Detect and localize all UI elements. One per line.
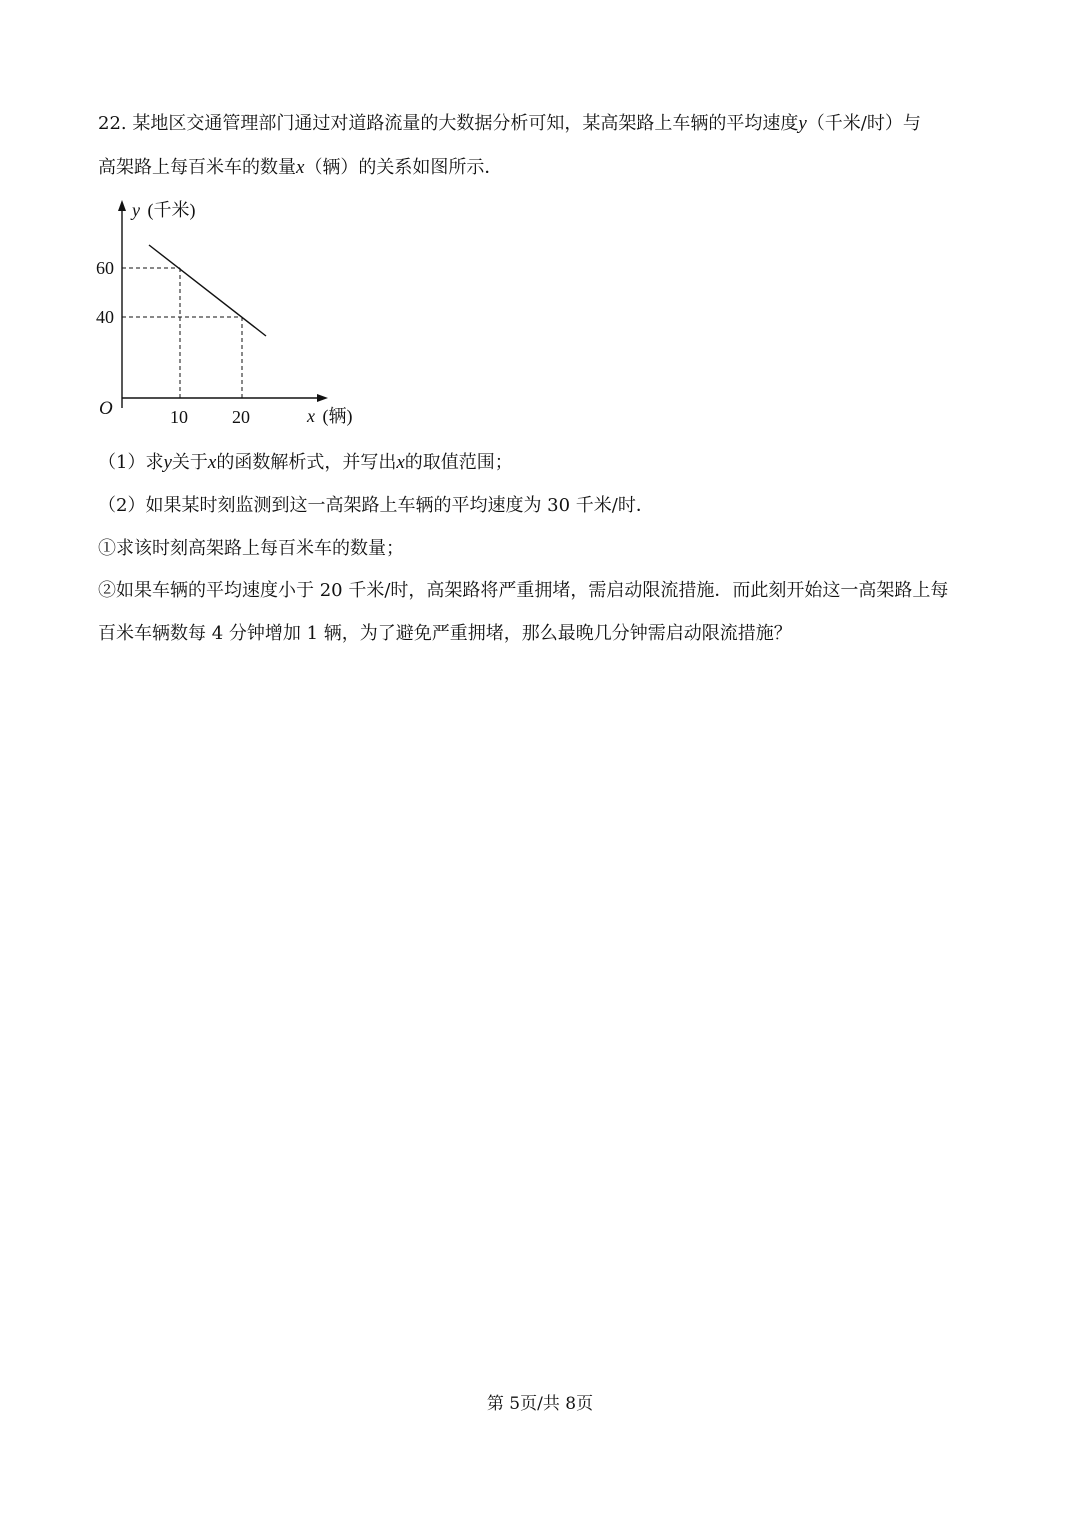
variable-x: x (296, 157, 305, 178)
y-axis-label: y (千米) (132, 200, 196, 220)
question-text: 关于 (171, 452, 208, 473)
function-line (149, 245, 266, 336)
variable-x: x (207, 452, 217, 473)
variable-x: x (396, 452, 405, 473)
y-tick-60: 60 (96, 258, 114, 278)
function-graph (92, 196, 372, 436)
question-2-part-2-line-1: ②如果车辆的平均速度小于 20 千米/时，高架路将严重拥堵，需启动限流措施．而此刻开始这一高架路上每 (98, 580, 949, 601)
question-text: 的取值范围； (404, 452, 513, 473)
y-axis-arrow (118, 200, 126, 211)
question-text: （1）求 (98, 452, 164, 473)
x-tick-20: 20 (232, 407, 250, 427)
variable-y: y (798, 113, 807, 134)
problem-text: （辆）的关系如图所示． (304, 157, 503, 178)
problem-line-1 (98, 112, 921, 136)
problem-text: 22. 某地区交通管理部门通过对道路流量的大数据分析可知，某高架路上车辆的平均速度 (98, 113, 799, 134)
problem-line-2 (98, 156, 502, 180)
origin-label: O (99, 398, 113, 419)
question-2-part-2-line-2: 百米车辆数每 4 分钟增加 1 辆，为了避免严重拥堵，那么最晚几分钟需启动限流措施？ (98, 623, 792, 644)
problem-text: 高架路上每百米车的数量 (98, 157, 296, 178)
y-tick-40: 40 (96, 307, 114, 327)
page-footer: 第 5页/共 8页 (486, 1394, 594, 1414)
x-axis-label: x (辆) (307, 406, 353, 426)
problem-text: （千米/时）与 (806, 113, 921, 134)
x-tick-10: 10 (170, 407, 188, 427)
question-text: 的函数解析式，并写出 (216, 452, 397, 473)
variable-y: y (163, 452, 172, 473)
question-2: （2）如果某时刻监测到这一高架路上车辆的平均速度为 30 千米/时． (98, 495, 654, 516)
question-2-part-1: ①求该时刻高架路上每百米车的数量； (98, 538, 404, 559)
x-axis-arrow (317, 394, 328, 402)
question-1 (98, 451, 513, 475)
